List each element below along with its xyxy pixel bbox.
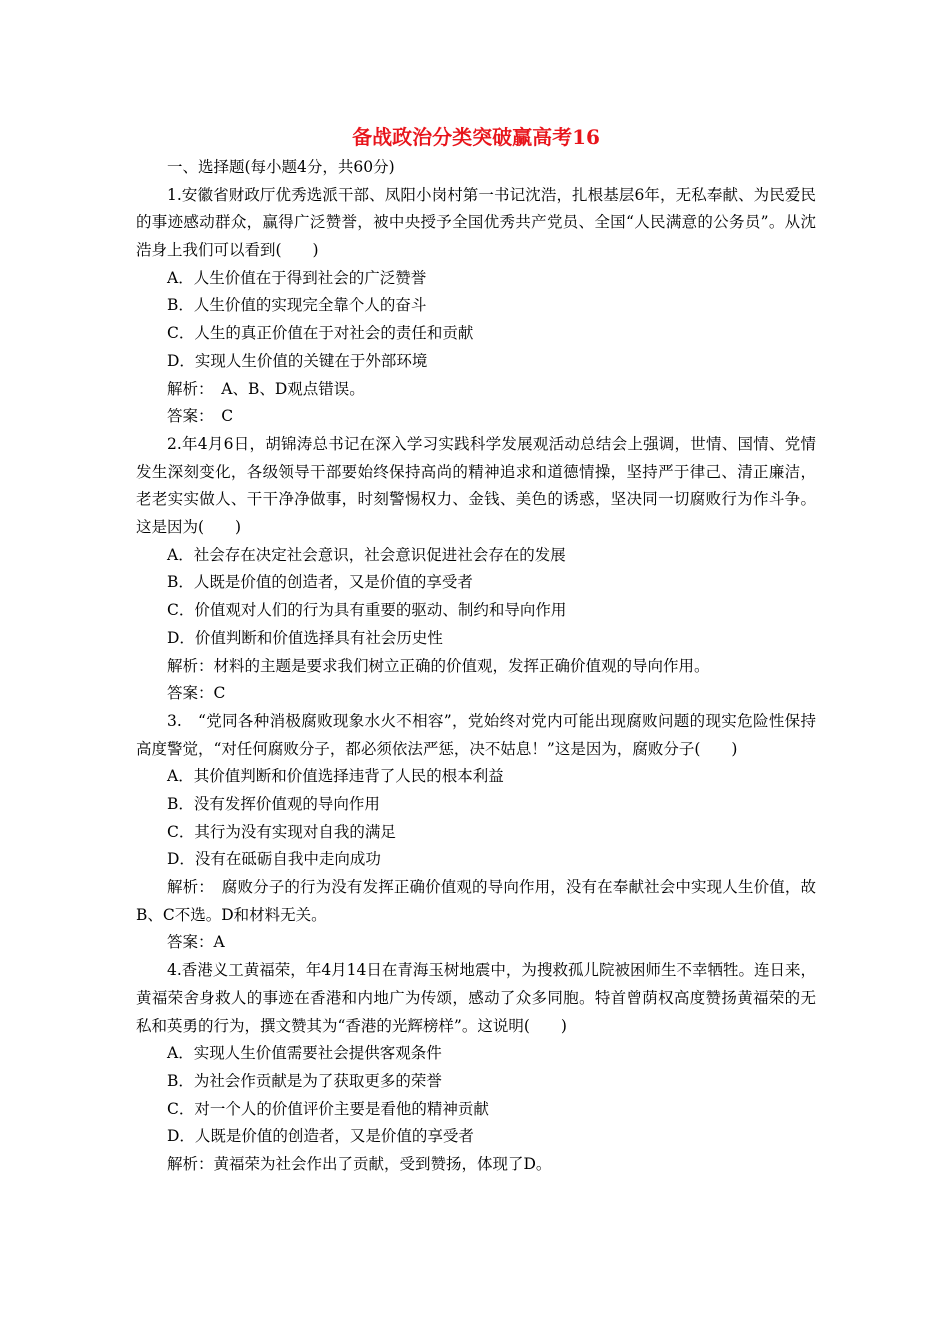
document-title: 备战政治分类突破赢高考16 — [352, 125, 600, 149]
analysis: 解析： 腐败分子的行为没有发挥正确价值观的导向作用，没有在奉献社会中实现人生价值，故B、C不选。D和材料无关。 — [136, 878, 816, 924]
section-heading: 一、选择题(每小题4分，共60分) — [167, 158, 395, 176]
option-c: C．其行为没有实现对自我的满足 — [167, 822, 396, 841]
option-a: A．其价值判断和价值选择违背了人民的根本利益 — [167, 767, 504, 786]
option-d: D．人既是价值的创造者，又是价值的享受者 — [167, 1127, 474, 1146]
document-page — [136, 120, 816, 1179]
question-1 — [136, 182, 816, 431]
analysis: 解析： A、B、D观点错误。 — [167, 379, 365, 398]
question-stem: 1.安徽省财政厅优秀选派干部、凤阳小岗村第一书记沈浩，扎根基层6年，无私奉献、为民爱民的事迹感动群众，赢得广泛赞誉，被中央授予全国优秀共产党员、全国“人民满意的公务员”。从沈浩身上我们可以看到( ) — [136, 185, 816, 260]
option-b: B．人既是价值的创造者，又是价值的享受者 — [167, 573, 473, 592]
question-stem: 4.香港义工黄福荣，年4月14日在青海玉树地震中，为搜救孤儿院被困师生不幸牺牲。连日来，黄福荣舍身救人的事迹在香港和内地广为传颂，感动了众多同胞。特首曾荫权高度赞扬黄福荣的无私和英勇的行为，撰文赞其为“香港的光辉榜样”。这说明( ) — [136, 961, 816, 1035]
question-2 — [136, 431, 816, 708]
analysis: 解析：材料的主题是要求我们树立正确的价值观，发挥正确价值观的导向作用。 — [167, 656, 710, 675]
option-a: A．人生价值在于得到社会的广泛赞誉 — [167, 268, 427, 287]
option-c: C．对一个人的价值评价主要是看他的精神贡献 — [167, 1099, 489, 1118]
option-c: C．价值观对人们的行为具有重要的驱动、制约和导向作用 — [167, 601, 567, 620]
answer: 答案： C — [167, 407, 234, 426]
option-c: C．人生的真正价值在于对社会的责任和贡献 — [167, 324, 474, 343]
option-a: A．实现人生价值需要社会提供客观条件 — [167, 1044, 442, 1063]
option-b: B．为社会作贡献是为了获取更多的荣誉 — [167, 1071, 442, 1090]
answer: 答案：C — [167, 684, 226, 703]
option-d: D．实现人生价值的关键在于外部环境 — [167, 351, 428, 370]
question-stem: 2.年4月6日，胡锦涛总书记在深入学习实践科学发展观活动总结会上强调，世情、国情、党情发生深刻变化，各级领导干部要始终保持高尚的精神追求和道德情操，坚持严于律己、清正廉洁，老老实实做人、干干净净做事，时刻警惕权力、金钱、美色的诱惑，坚决同一切腐败行为作斗争。这是因为( ) — [136, 434, 816, 537]
option-d: D．没有在砥砺自我中走向成功 — [167, 850, 381, 869]
answer: 答案：A — [167, 933, 225, 952]
question-stem: 3. “党同各种消极腐败现象水火不相容”，党始终对党内可能出现腐败问题的现实危险性保持高度警觉，“对任何腐败分子，都必须依法严惩，决不姑息！”这是因为，腐败分子( ) — [136, 711, 816, 758]
question-4 — [136, 957, 816, 1179]
option-b: B．没有发挥价值观的导向作用 — [167, 794, 380, 813]
option-b: B．人生价值的实现完全靠个人的奋斗 — [167, 296, 427, 315]
question-3 — [136, 708, 816, 957]
analysis: 解析：黄福荣为社会作出了贡献，受到赞扬，体现了D。 — [167, 1155, 552, 1173]
option-a: A．社会存在决定社会意识，社会意识促进社会存在的发展 — [167, 545, 566, 564]
option-d: D．价值判断和价值选择具有社会历史性 — [167, 628, 443, 647]
